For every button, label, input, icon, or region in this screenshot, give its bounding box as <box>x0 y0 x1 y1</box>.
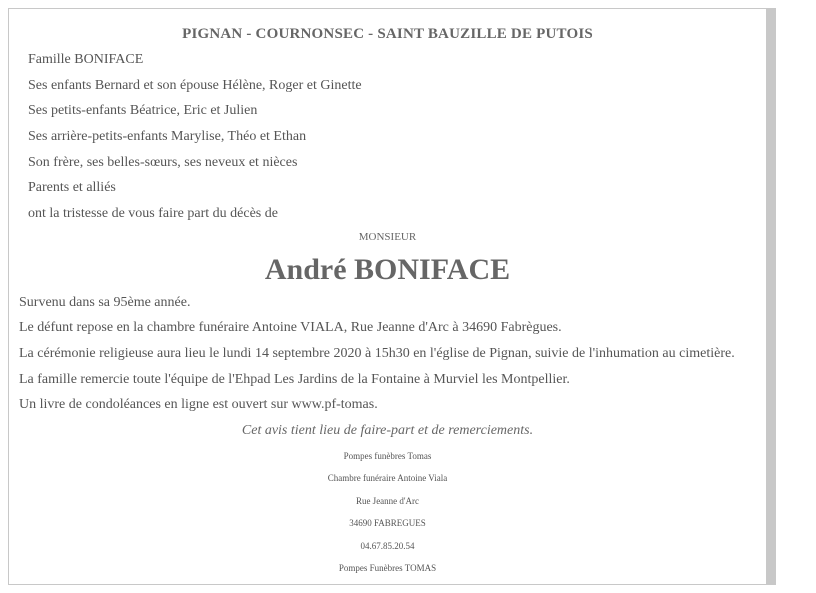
funeral-home-line: Pompes funèbres Tomas <box>343 451 432 461</box>
deceased-name: André BONIFACE <box>264 253 511 286</box>
notice-frame <box>8 8 776 585</box>
funeral-home-line: 04.67.85.20.54 <box>360 541 415 551</box>
body-line: La famille remercie toute l'équipe de l'Ehpad Les Jardins de la Fontaine à Murviel les Montpellier. <box>19 372 570 387</box>
notice-page <box>9 9 766 584</box>
family-line: Parents et alliés <box>28 180 116 195</box>
family-line: Ses enfants Bernard et son épouse Hélène, Roger et Ginette <box>28 78 362 93</box>
family-line: Son frère, ses belles-sœurs, ses neveux et nièces <box>28 155 298 170</box>
family-line: Ses petits-enfants Béatrice, Eric et Julien <box>28 103 258 118</box>
locations-header: PIGNAN - COURNONSEC - SAINT BAUZILLE DE PUTOIS <box>182 26 593 42</box>
family-line: Ses arrière-petits-enfants Marylise, Théo et Ethan <box>28 129 307 144</box>
funeral-home-line: 34690 FABREGUES <box>349 518 426 528</box>
family-line: Famille BONIFACE <box>28 52 144 67</box>
funeral-home-line: Rue Jeanne d'Arc <box>355 496 420 506</box>
body-line: La cérémonie religieuse aura lieu le lundi 14 septembre 2020 à 15h30 en l'église de Pignan, suivie de l'inhumation au cimetière. <box>19 346 735 361</box>
family-line: ont la tristesse de vous faire part du décès de <box>28 206 278 221</box>
deceased-title: MONSIEUR <box>358 231 417 243</box>
funeral-home-line: Chambre funéraire Antoine Viala <box>327 473 448 483</box>
closing-note: Cet avis tient lieu de faire-part et de remerciements. <box>241 423 534 438</box>
body-line: Un livre de condoléances en ligne est ouvert sur www.pf-tomas. <box>19 397 378 412</box>
funeral-home-line: Pompes Funèbres TOMAS <box>338 563 437 573</box>
body-line: Survenu dans sa 95ème année. <box>19 295 191 310</box>
body-line: Le défunt repose en la chambre funéraire Antoine VIALA, Rue Jeanne d'Arc à 34690 Fabrègues. <box>19 320 562 335</box>
